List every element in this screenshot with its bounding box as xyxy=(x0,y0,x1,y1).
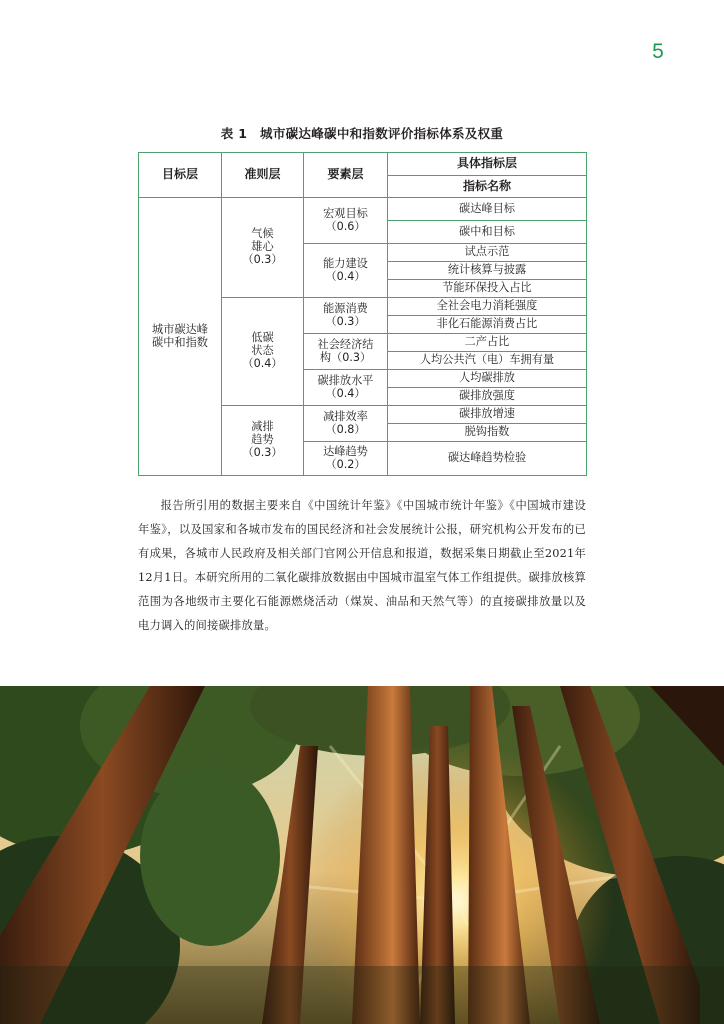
indicator-cell: 碳达峰趋势检验 xyxy=(388,442,587,476)
indicator-cell: 人均公共汽（电）车拥有量 xyxy=(388,352,587,370)
indicator-cell: 碳中和目标 xyxy=(388,221,587,244)
element-macro-target: 宏观目标 （0.6） xyxy=(304,198,388,244)
criterion-trend: 减排 趋势 （0.3） xyxy=(222,406,304,476)
criterion-climate: 气候 雄心 （0.3） xyxy=(222,198,304,298)
element-efficiency: 减排效率 （0.8） xyxy=(304,406,388,442)
indicator-table xyxy=(138,152,587,476)
forest-sunburst-photo xyxy=(0,686,724,1024)
indicator-cell: 节能环保投入占比 xyxy=(388,280,587,298)
table-title: 表 1 城市碳达峰碳中和指数评价指标体系及权重 xyxy=(220,126,504,141)
criterion-low-carbon: 低碳 状态 （0.4） xyxy=(222,298,304,406)
element-socio-economic: 社会经济结 构（0.3） xyxy=(304,334,388,370)
indicator-cell: 人均碳排放 xyxy=(388,370,587,388)
element-capacity: 能力建设 （0.4） xyxy=(304,244,388,298)
header-criterion: 准则层 xyxy=(222,153,304,198)
indicator-cell: 二产占比 xyxy=(388,334,587,352)
target-cell: 城市碳达峰 碳中和指数 xyxy=(139,198,222,476)
indicator-cell: 统计核算与披露 xyxy=(388,262,587,280)
indicator-cell: 碳排放强度 xyxy=(388,388,587,406)
element-emission-level: 碳排放水平 （0.4） xyxy=(304,370,388,406)
indicator-cell: 非化石能源消费占比 xyxy=(388,316,587,334)
indicator-cell: 碳排放增速 xyxy=(388,406,587,424)
page-number: 5 xyxy=(652,40,664,63)
element-energy: 能源消费 （0.3） xyxy=(304,298,388,334)
header-element: 要素层 xyxy=(304,153,388,198)
indicator-cell: 全社会电力消耗强度 xyxy=(388,298,587,316)
source-paragraph: 报告所引用的数据主要来自《中国统计年鉴》《中国城市统计年鉴》《中国城市建设年鉴》，以及国家和各城市发布的国民经济和社会发展统计公报，研究机构公开发布的已有成果，各城市人民政府及相关部门官网公开信息和报道，数据采集日期截止至2021年12月1日。本研究所用的二氧化碳排放数据由中国城市温室气体工作组提供。碳排放核算范围为各地级市主要化石能源燃烧活动（煤炭、油品和天然气等）的直接碳排放量以及电力调入的间接碳排放量。 xyxy=(138,499,586,632)
indicator-cell: 脱钩指数 xyxy=(388,424,587,442)
indicator-cell: 碳达峰目标 xyxy=(388,198,587,221)
header-specific: 具体指标层 xyxy=(388,153,587,176)
element-peak-trend: 达峰趋势 （0.2） xyxy=(304,442,388,476)
header-target: 目标层 xyxy=(139,153,222,198)
header-indicator-name: 指标名称 xyxy=(388,176,587,198)
indicator-cell: 试点示范 xyxy=(388,244,587,262)
